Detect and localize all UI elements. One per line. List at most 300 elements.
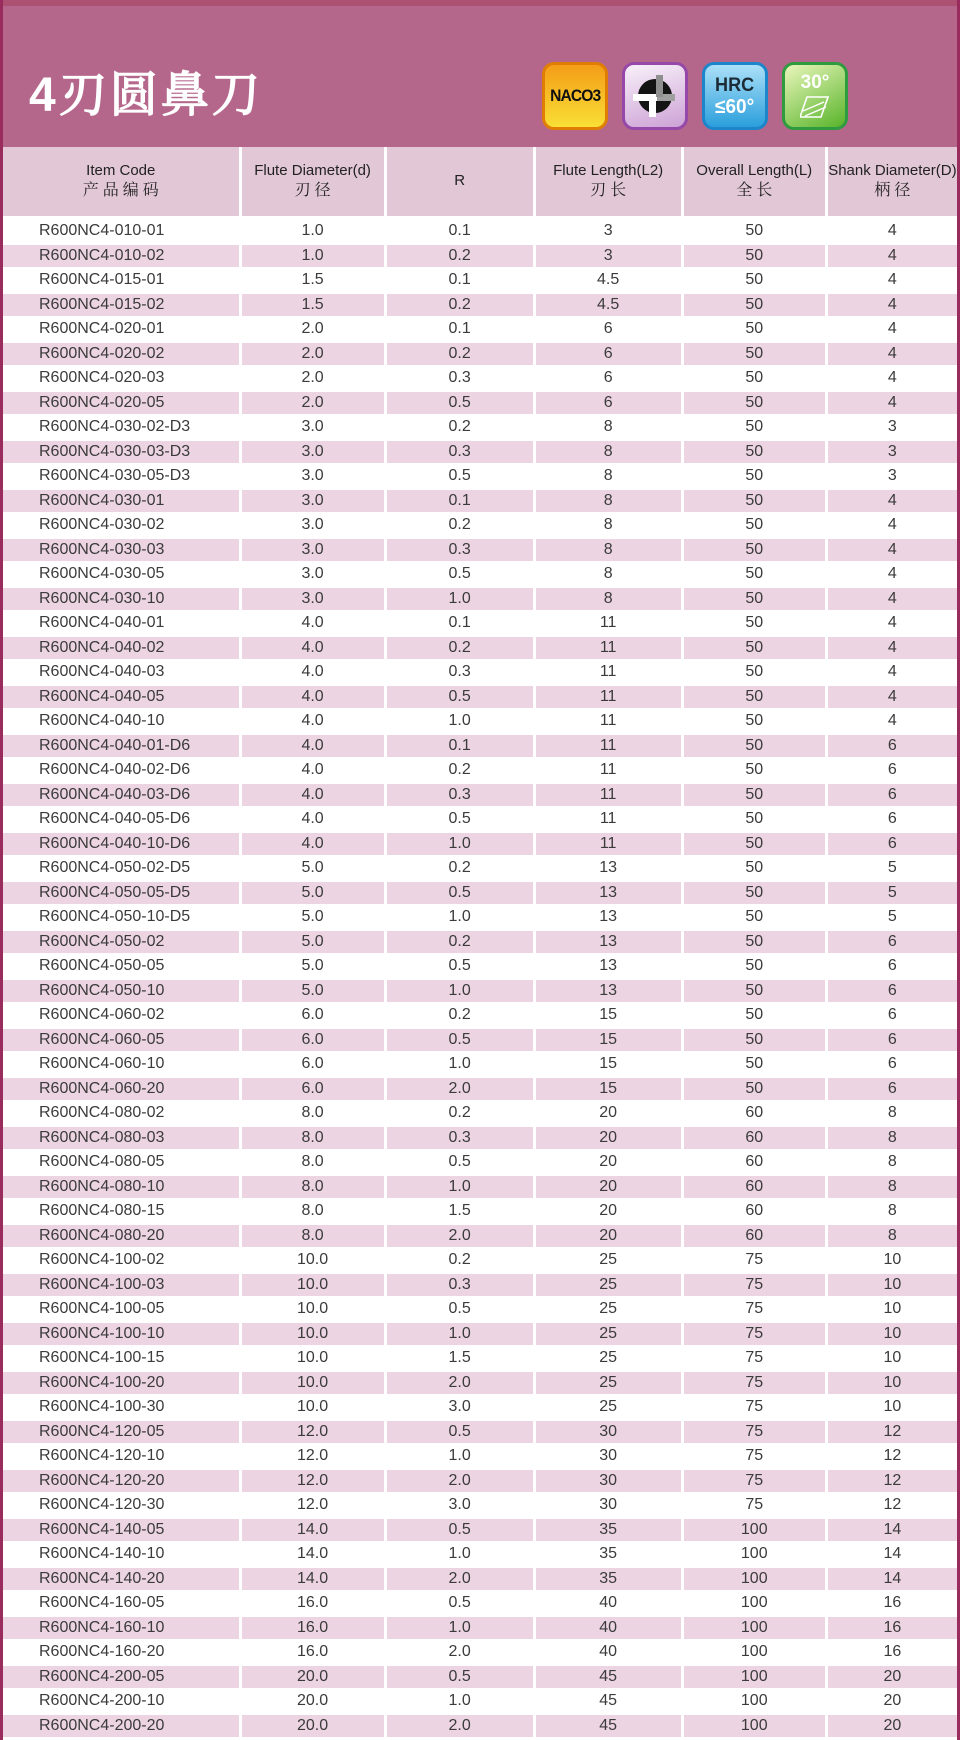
spec-value-cell: 12.0: [239, 1494, 384, 1517]
hrc-badge-line2: ≤60°: [715, 95, 755, 118]
spec-value-cell: 20: [533, 1176, 681, 1199]
table-row: [3, 1641, 957, 1666]
table-row: [3, 1347, 957, 1372]
spec-value-cell: 2.0: [239, 318, 384, 341]
spec-value-cell: 4: [825, 245, 957, 268]
spec-value-cell: 4: [825, 612, 957, 635]
item-code-cell: R600NC4-120-20: [39, 1471, 165, 1489]
spec-value-cell: 6: [825, 1029, 957, 1052]
table-row: [3, 490, 957, 515]
item-code-cell: R600NC4-160-20: [39, 1643, 165, 1661]
item-code-cell: R600NC4-015-02: [39, 295, 165, 313]
spec-value-cell: 4.0: [239, 637, 384, 660]
spec-value-cell: 100: [681, 1715, 825, 1738]
spec-value-cell: 6: [825, 735, 957, 758]
spec-value-cell: 0.2: [384, 1102, 533, 1125]
flute-cross-section-badge: [622, 62, 688, 130]
spec-value-cell: 4.0: [239, 784, 384, 807]
spec-value-cell: 2.0: [384, 1641, 533, 1664]
spec-value-cell: 6: [825, 833, 957, 856]
spec-value-cell: 2.0: [239, 392, 384, 415]
table-row: [3, 1249, 957, 1274]
spec-value-cell: 6.0: [239, 1053, 384, 1076]
spec-value-cell: 50: [681, 588, 825, 611]
item-code-cell: R600NC4-050-10-D5: [39, 908, 191, 926]
spec-value-cell: 8.0: [239, 1225, 384, 1248]
item-code-cell: R600NC4-100-15: [39, 1349, 165, 1367]
spec-value-cell: 10.0: [239, 1298, 384, 1321]
spec-value-cell: 10: [825, 1298, 957, 1321]
spec-value-cell: 35: [533, 1568, 681, 1591]
spec-value-cell: 14: [825, 1568, 957, 1591]
spec-value-cell: 4.5: [533, 269, 681, 292]
spec-value-cell: 3.0: [384, 1396, 533, 1419]
table-row: [3, 637, 957, 662]
item-code-cell: R600NC4-080-15: [39, 1202, 165, 1220]
spec-value-cell: 4.0: [239, 686, 384, 709]
spec-value-cell: 3.0: [384, 1494, 533, 1517]
spec-value-cell: 0.5: [384, 1666, 533, 1689]
item-code-cell: R600NC4-050-02: [39, 932, 165, 950]
spec-value-cell: 6: [825, 931, 957, 954]
spec-value-cell: 4: [825, 367, 957, 390]
spec-value-cell: 5: [825, 906, 957, 929]
spec-value-cell: 0.2: [384, 637, 533, 660]
spec-value-cell: 10: [825, 1396, 957, 1419]
spec-value-cell: 8: [533, 563, 681, 586]
spec-value-cell: 8: [825, 1176, 957, 1199]
table-row: [3, 1127, 957, 1152]
spec-value-cell: 12: [825, 1421, 957, 1444]
spec-value-cell: 0.3: [384, 784, 533, 807]
spec-value-cell: 3.0: [239, 514, 384, 537]
item-code-cell: R600NC4-030-05: [39, 565, 165, 583]
spec-value-cell: 0.1: [384, 612, 533, 635]
spec-value-cell: 3.0: [239, 465, 384, 488]
spec-value-cell: 0.1: [384, 220, 533, 243]
spec-value-cell: 100: [681, 1666, 825, 1689]
spec-value-cell: 4: [825, 686, 957, 709]
spec-value-cell: 1.0: [384, 980, 533, 1003]
spec-value-cell: 1.0: [384, 1543, 533, 1566]
table-body: [3, 220, 957, 1739]
table-row: [3, 833, 957, 858]
spec-value-cell: 8.0: [239, 1176, 384, 1199]
item-code-cell: R600NC4-015-01: [39, 271, 165, 289]
spec-value-cell: 50: [681, 906, 825, 929]
spec-value-cell: 8: [533, 490, 681, 513]
spec-value-cell: 100: [681, 1568, 825, 1591]
spec-value-cell: 0.2: [384, 931, 533, 954]
spec-value-cell: 8.0: [239, 1200, 384, 1223]
spec-value-cell: 10: [825, 1323, 957, 1346]
spec-value-cell: 1.0: [384, 1176, 533, 1199]
table-row: [3, 416, 957, 441]
item-code-cell: R600NC4-100-30: [39, 1398, 165, 1416]
spec-value-cell: 2.0: [384, 1715, 533, 1738]
spec-value-cell: 8: [533, 465, 681, 488]
spec-value-cell: 50: [681, 539, 825, 562]
table-row: [3, 1396, 957, 1421]
column-header-en: Shank Diameter(D): [828, 162, 957, 180]
spec-value-cell: 8: [533, 588, 681, 611]
spec-value-cell: 50: [681, 612, 825, 635]
spec-value-cell: 2.0: [384, 1470, 533, 1493]
spec-value-cell: 50: [681, 1053, 825, 1076]
spec-value-cell: 10.0: [239, 1274, 384, 1297]
spec-value-cell: 5.0: [239, 857, 384, 880]
spec-value-cell: 20.0: [239, 1690, 384, 1713]
spec-value-cell: 10.0: [239, 1249, 384, 1272]
spec-value-cell: 5.0: [239, 931, 384, 954]
spec-value-cell: 4: [825, 588, 957, 611]
spec-value-cell: 30: [533, 1494, 681, 1517]
spec-value-cell: 6: [825, 1004, 957, 1027]
spec-value-cell: 16.0: [239, 1641, 384, 1664]
item-code-cell: R600NC4-160-10: [39, 1618, 165, 1636]
spec-value-cell: 40: [533, 1641, 681, 1664]
spec-value-cell: 50: [681, 1004, 825, 1027]
spec-value-cell: 10.0: [239, 1372, 384, 1395]
spec-value-cell: 25: [533, 1298, 681, 1321]
item-code-cell: R600NC4-040-10: [39, 712, 165, 730]
item-code-cell: R600NC4-030-02: [39, 516, 165, 534]
table-row: [3, 1176, 957, 1201]
spec-value-cell: 0.2: [384, 514, 533, 537]
spec-value-cell: 100: [681, 1592, 825, 1615]
spec-value-cell: 2.0: [239, 343, 384, 366]
spec-value-cell: 2.0: [384, 1078, 533, 1101]
spec-value-cell: 1.5: [384, 1347, 533, 1370]
spec-value-cell: 10: [825, 1372, 957, 1395]
spec-value-cell: 5.0: [239, 882, 384, 905]
spec-value-cell: 20: [533, 1102, 681, 1125]
spec-value-cell: 0.2: [384, 1249, 533, 1272]
spec-value-cell: 50: [681, 367, 825, 390]
item-code-cell: R600NC4-200-05: [39, 1667, 165, 1685]
helix-angle-icon: [800, 95, 830, 119]
spec-value-cell: 75: [681, 1470, 825, 1493]
spec-value-cell: 14.0: [239, 1519, 384, 1542]
spec-value-cell: 50: [681, 490, 825, 513]
badge-row: [542, 62, 848, 130]
table-row: [3, 1592, 957, 1617]
spec-value-cell: 40: [533, 1617, 681, 1640]
spec-value-cell: 13: [533, 931, 681, 954]
spec-value-cell: 8: [825, 1127, 957, 1150]
spec-value-cell: 1.0: [384, 710, 533, 733]
item-code-cell: R600NC4-020-01: [39, 320, 165, 338]
item-code-cell: R600NC4-060-20: [39, 1079, 165, 1097]
spec-value-cell: 15: [533, 1029, 681, 1052]
spec-value-cell: 45: [533, 1690, 681, 1713]
table-row: [3, 1666, 957, 1691]
spec-value-cell: 2.0: [384, 1568, 533, 1591]
spec-value-cell: 25: [533, 1323, 681, 1346]
spec-value-cell: 15: [533, 1078, 681, 1101]
spec-value-cell: 11: [533, 808, 681, 831]
table-row: [3, 367, 957, 392]
spec-value-cell: 60: [681, 1151, 825, 1174]
spec-value-cell: 0.5: [384, 465, 533, 488]
spec-value-cell: 15: [533, 1053, 681, 1076]
spec-value-cell: 50: [681, 833, 825, 856]
spec-value-cell: 0.5: [384, 808, 533, 831]
table-row: [3, 882, 957, 907]
spec-value-cell: 0.1: [384, 735, 533, 758]
column-header-en: R: [454, 172, 466, 190]
naco3-badge-label: NACO3: [549, 86, 601, 105]
item-code-cell: R600NC4-080-10: [39, 1177, 165, 1195]
spec-value-cell: 6: [533, 392, 681, 415]
table-row: [3, 1078, 957, 1103]
end-mill-cross-section-icon: [631, 72, 679, 120]
spec-value-cell: 50: [681, 735, 825, 758]
spec-value-cell: 45: [533, 1715, 681, 1738]
spec-value-cell: 8: [533, 416, 681, 439]
spec-value-cell: 12.0: [239, 1421, 384, 1444]
table-row: [3, 661, 957, 686]
spec-value-cell: 6: [825, 1053, 957, 1076]
table-row: [3, 1274, 957, 1299]
table-row: [3, 1053, 957, 1078]
spec-value-cell: 11: [533, 637, 681, 660]
spec-value-cell: 4.0: [239, 759, 384, 782]
spec-value-cell: 100: [681, 1543, 825, 1566]
spec-value-cell: 8: [533, 514, 681, 537]
spec-value-cell: 75: [681, 1421, 825, 1444]
spec-value-cell: 50: [681, 759, 825, 782]
table-row: [3, 980, 957, 1005]
spec-value-cell: 0.5: [384, 1421, 533, 1444]
item-code-cell: R600NC4-050-05: [39, 957, 165, 975]
spec-value-cell: 4: [825, 343, 957, 366]
item-code-cell: R600NC4-080-02: [39, 1104, 165, 1122]
spec-value-cell: 20.0: [239, 1715, 384, 1738]
spec-value-cell: 50: [681, 269, 825, 292]
hrc-badge-line1: HRC: [715, 74, 755, 96]
item-code-cell: R600NC4-030-01: [39, 491, 165, 509]
spec-value-cell: 6: [533, 318, 681, 341]
item-code-cell: R600NC4-060-10: [39, 1055, 165, 1073]
item-code-cell: R600NC4-140-10: [39, 1545, 165, 1563]
spec-value-cell: 20: [533, 1127, 681, 1150]
spec-value-cell: 40: [533, 1592, 681, 1615]
naco3-coating-badge: [542, 62, 608, 130]
spec-value-cell: 20: [825, 1666, 957, 1689]
item-code-cell: R600NC4-030-03: [39, 540, 165, 558]
column-header: [239, 147, 384, 216]
spec-value-cell: 11: [533, 759, 681, 782]
column-header-zh: 刃长: [590, 181, 631, 199]
spec-value-cell: 0.2: [384, 857, 533, 880]
spec-value-cell: 60: [681, 1102, 825, 1125]
column-header: [533, 147, 681, 216]
spec-value-cell: 75: [681, 1347, 825, 1370]
item-code-cell: R600NC4-160-05: [39, 1594, 165, 1612]
item-code-cell: R600NC4-040-02: [39, 638, 165, 656]
spec-value-cell: 11: [533, 735, 681, 758]
item-code-cell: R600NC4-010-02: [39, 246, 165, 264]
spec-value-cell: 2.0: [384, 1225, 533, 1248]
spec-value-cell: 4: [825, 539, 957, 562]
table-row: [3, 1421, 957, 1446]
spec-value-cell: 1.0: [239, 220, 384, 243]
item-code-cell: R600NC4-080-20: [39, 1226, 165, 1244]
spec-value-cell: 50: [681, 784, 825, 807]
spec-value-cell: 50: [681, 686, 825, 709]
column-header: [825, 147, 957, 216]
spec-value-cell: 11: [533, 686, 681, 709]
item-code-cell: R600NC4-100-02: [39, 1251, 165, 1269]
spec-value-cell: 0.1: [384, 318, 533, 341]
item-code-cell: R600NC4-200-20: [39, 1716, 165, 1734]
spec-value-cell: 1.0: [384, 1690, 533, 1713]
table-header: [3, 147, 957, 216]
table-row: [3, 1494, 957, 1519]
spec-value-cell: 25: [533, 1396, 681, 1419]
spec-value-cell: 100: [681, 1519, 825, 1542]
spec-value-cell: 50: [681, 343, 825, 366]
table-row: [3, 1298, 957, 1323]
spec-value-cell: 60: [681, 1200, 825, 1223]
spec-value-cell: 13: [533, 955, 681, 978]
item-code-cell: R600NC4-120-10: [39, 1447, 165, 1465]
spec-value-cell: 50: [681, 416, 825, 439]
spec-value-cell: 11: [533, 833, 681, 856]
table-row: [3, 1445, 957, 1470]
spec-value-cell: 20: [825, 1715, 957, 1738]
spec-value-cell: 16: [825, 1592, 957, 1615]
spec-value-cell: 0.5: [384, 1298, 533, 1321]
table-row: [3, 857, 957, 882]
spec-value-cell: 0.2: [384, 1004, 533, 1027]
spec-value-cell: 11: [533, 710, 681, 733]
spec-value-cell: 75: [681, 1274, 825, 1297]
spec-value-cell: 0.2: [384, 759, 533, 782]
spec-value-cell: 6.0: [239, 1029, 384, 1052]
item-code-cell: R600NC4-100-05: [39, 1300, 165, 1318]
spec-value-cell: 6: [825, 808, 957, 831]
column-header-zh: 刃径: [294, 181, 335, 199]
spec-value-cell: 6: [825, 1078, 957, 1101]
table-row: [3, 1200, 957, 1225]
spec-value-cell: 4.0: [239, 808, 384, 831]
table-row: [3, 588, 957, 613]
spec-value-cell: 4: [825, 392, 957, 415]
table-row: [3, 1519, 957, 1544]
spec-value-cell: 4.0: [239, 661, 384, 684]
spec-value-cell: 75: [681, 1494, 825, 1517]
spec-value-cell: 100: [681, 1617, 825, 1640]
column-header-en: Flute Length(L2): [553, 162, 664, 180]
spec-value-cell: 10: [825, 1347, 957, 1370]
spec-value-cell: 0.5: [384, 686, 533, 709]
spec-value-cell: 0.5: [384, 1519, 533, 1542]
spec-value-cell: 5.0: [239, 955, 384, 978]
table-row: [3, 1372, 957, 1397]
spec-value-cell: 3.0: [239, 416, 384, 439]
column-header-zh: 柄径: [874, 181, 915, 199]
spec-value-cell: 3.0: [239, 588, 384, 611]
spec-value-cell: 13: [533, 882, 681, 905]
spec-value-cell: 4.5: [533, 294, 681, 317]
spec-value-cell: 13: [533, 906, 681, 929]
spec-value-cell: 0.2: [384, 294, 533, 317]
spec-value-cell: 20: [533, 1151, 681, 1174]
table-row: [3, 1102, 957, 1127]
item-code-cell: R600NC4-030-02-D3: [39, 418, 191, 436]
spec-value-cell: 4.0: [239, 735, 384, 758]
spec-value-cell: 1.0: [384, 906, 533, 929]
spec-value-cell: 13: [533, 980, 681, 1003]
spec-value-cell: 0.5: [384, 1029, 533, 1052]
spec-value-cell: 75: [681, 1372, 825, 1395]
spec-value-cell: 50: [681, 1029, 825, 1052]
spec-value-cell: 50: [681, 980, 825, 1003]
item-code-cell: R600NC4-030-03-D3: [39, 442, 191, 460]
spec-value-cell: 50: [681, 245, 825, 268]
spec-value-cell: 4: [825, 269, 957, 292]
item-code-cell: R600NC4-100-20: [39, 1373, 165, 1391]
spec-value-cell: 25: [533, 1347, 681, 1370]
spec-value-cell: 20.0: [239, 1666, 384, 1689]
spec-value-cell: 0.3: [384, 441, 533, 464]
spec-value-cell: 3.0: [239, 441, 384, 464]
spec-value-cell: 16: [825, 1617, 957, 1640]
spec-value-cell: 50: [681, 857, 825, 880]
spec-value-cell: 6.0: [239, 1004, 384, 1027]
column-header: [681, 147, 825, 216]
spec-value-cell: 50: [681, 955, 825, 978]
spec-value-cell: 6: [533, 367, 681, 390]
item-code-cell: R600NC4-080-03: [39, 1128, 165, 1146]
spec-value-cell: 14: [825, 1543, 957, 1566]
spec-value-cell: 0.2: [384, 343, 533, 366]
spec-value-cell: 4.0: [239, 833, 384, 856]
item-code-cell: R600NC4-040-05-D6: [39, 810, 191, 828]
spec-value-cell: 0.3: [384, 1127, 533, 1150]
spec-value-cell: 3: [533, 245, 681, 268]
spec-value-cell: 5: [825, 857, 957, 880]
spec-value-cell: 1.0: [384, 1617, 533, 1640]
spec-value-cell: 14.0: [239, 1543, 384, 1566]
spec-value-cell: 4: [825, 514, 957, 537]
table-row: [3, 1225, 957, 1250]
spec-value-cell: 15: [533, 1004, 681, 1027]
banner: [3, 6, 957, 147]
spec-value-cell: 13: [533, 857, 681, 880]
spec-value-cell: 11: [533, 612, 681, 635]
spec-value-cell: 4: [825, 294, 957, 317]
spec-value-cell: 8: [825, 1151, 957, 1174]
item-code-cell: R600NC4-040-05: [39, 687, 165, 705]
table-row: [3, 710, 957, 735]
item-code-cell: R600NC4-120-05: [39, 1422, 165, 1440]
column-header: [3, 147, 239, 216]
table-row: [3, 759, 957, 784]
spec-value-cell: 4: [825, 563, 957, 586]
spec-value-cell: 4: [825, 661, 957, 684]
spec-value-cell: 16.0: [239, 1592, 384, 1615]
spec-value-cell: 3: [825, 465, 957, 488]
spec-value-cell: 50: [681, 441, 825, 464]
table-row: [3, 1470, 957, 1495]
table-row: [3, 220, 957, 245]
column-header-zh: 产品编码: [82, 181, 163, 199]
spec-value-cell: 50: [681, 563, 825, 586]
spec-value-cell: 2.0: [384, 1372, 533, 1395]
